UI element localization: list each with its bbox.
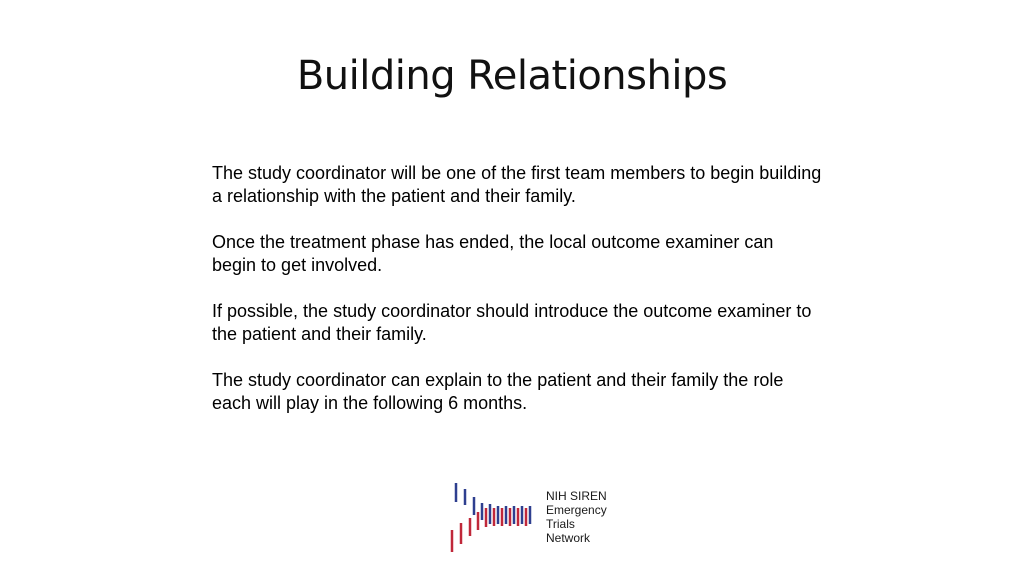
logo-line-trials: Trials	[546, 517, 575, 531]
logo-line-network: Network	[546, 531, 591, 545]
paragraph-coordinator-relationship: The study coordinator will be one of the first team members to begin building a relationship with the patient and their family.	[212, 163, 822, 206]
slide-body	[212, 162, 822, 438]
paragraph-explain-roles: The study coordinator can explain to the patient and their family the role each will play in the following 6 months.	[212, 370, 784, 413]
siren-logo-mark	[446, 480, 541, 555]
siren-logo	[446, 480, 636, 555]
paragraph-outcome-examiner-involvement: Once the treatment phase has ended, the local outcome examiner can begin to get involved.	[212, 232, 774, 275]
logo-line-nih-siren: NIH SIREN	[546, 489, 607, 503]
slide-title: Building Relationships	[296, 53, 728, 99]
paragraph-introduce-examiner: If possible, the study coordinator should introduce the outcome examiner to the patient and their family.	[212, 301, 812, 344]
logo-line-emergency: Emergency	[546, 503, 607, 517]
logo-wordmark	[546, 489, 607, 545]
